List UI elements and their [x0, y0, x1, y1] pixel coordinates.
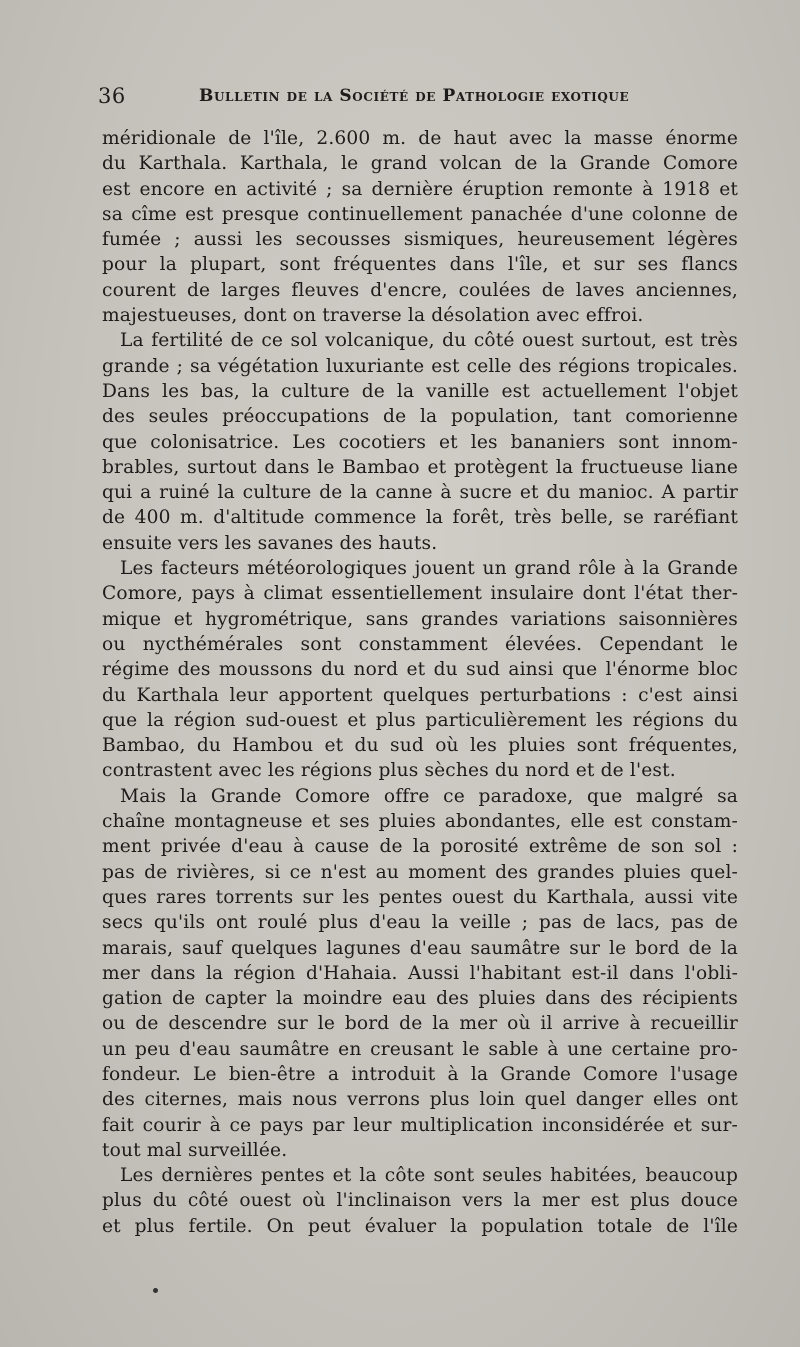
text-line: Bambao, du Hambou et du sud où les pluies sont fréquentes,	[102, 735, 738, 757]
text-line: pas de rivières, si ce n'est au moment des grandes pluies quel-	[102, 861, 738, 883]
text-line: ou de descendre sur le bord de la mer où il arrive à recueillir	[102, 1013, 738, 1035]
text-line: un peu d'eau saumâtre en creusant le sable à une certaine pro-	[102, 1038, 738, 1060]
text-line: ment privée d'eau à cause de la porosité extrême de son sol :	[102, 836, 738, 858]
text-line: La fertilité de ce sol volcanique, du côté ouest surtout, est très	[120, 330, 738, 352]
text-line: est encore en activité ; sa dernière éruption remonte à 1918 et	[102, 178, 738, 200]
text-line: Les facteurs météorologiques jouent un grand rôle à la Grande	[120, 558, 738, 580]
text-line: majestueuses, dont on traverse la désolation avec effroi.	[102, 305, 644, 327]
running-title: Bulletin de la Société de Pathologie exotique	[199, 86, 630, 106]
text-line: du Karthala. Karthala, le grand volcan de la Grande Comore	[102, 153, 738, 175]
text-line: qui a ruiné la culture de la canne à sucre et du manioc. A partir	[102, 482, 738, 504]
text-line: fumée ; aussi les secousses sismiques, heureusement légères	[102, 229, 738, 251]
text-line: brables, surtout dans le Bambao et protègent la fructueuse liane	[102, 456, 738, 478]
text-line: tout mal surveillée.	[102, 1139, 288, 1161]
text-line: secs qu'ils ont roulé plus d'eau la veille ; pas de lacs, pas de	[102, 912, 738, 934]
text-line: mique et hygrométrique, sans grandes variations saisonnières	[102, 608, 738, 630]
text-line: que colonisatrice. Les cocotiers et les bananiers sont innom-	[102, 431, 738, 453]
body-text	[102, 126, 738, 1239]
text-line: méridionale de l'île, 2.600 m. de haut avec la masse énorme	[102, 128, 738, 149]
text-line: plus du côté ouest où l'inclinaison vers la mer est plus douce	[102, 1190, 738, 1212]
text-line: chaîne montagneuse et ses pluies abondantes, elle est constam-	[102, 811, 738, 833]
text-line: sa cîme est presque continuellement panachée d'une colonne de	[102, 203, 738, 225]
text-line: ou nycthémérales sont constamment élevées. Cependant le	[102, 633, 738, 655]
text-line: ques rares torrents sur les pentes ouest du Karthala, aussi vite	[102, 886, 738, 908]
text-line: mer dans la région d'Hahaia. Aussi l'habitant est-il dans l'obli-	[102, 962, 738, 984]
text-line: Les dernières pentes et la côte sont seules habitées, beaucoup	[120, 1165, 738, 1187]
page-header	[98, 80, 738, 114]
text-line: fait courir à ce pays par leur multiplication inconsidérée et sur-	[102, 1114, 738, 1136]
text-line: gation de capter la moindre eau des pluies dans des récipients	[102, 988, 738, 1010]
text-line: ensuite vers les savanes des hauts.	[102, 532, 438, 554]
text-line: Mais la Grande Comore offre ce paradoxe, que malgré sa	[120, 785, 738, 807]
text-line: grande ; sa végétation luxuriante est celle des régions tropicales.	[102, 355, 738, 377]
text-line: régime des moussons du nord et du sud ainsi que l'énorme bloc	[102, 659, 738, 681]
text-line: que la région sud-ouest et plus particulièrement les régions du	[102, 709, 738, 731]
text-line: pour la plupart, sont fréquentes dans l'île, et sur ses flancs	[102, 254, 738, 276]
ink-speck	[153, 1288, 158, 1293]
text-line: du Karthala leur apportent quelques perturbations : c'est ainsi	[102, 684, 738, 706]
text-line: contrastent avec les régions plus sèches du nord et de l'est.	[102, 760, 676, 782]
text-line: des seules préoccupations de la population, tant comorienne	[102, 406, 738, 428]
text-line: Dans les bas, la culture de la vanille est actuellement l'objet	[102, 380, 738, 402]
text-line: marais, sauf quelques lagunes d'eau saumâtre sur le bord de la	[102, 937, 738, 959]
page-number: 36	[98, 84, 126, 108]
text-line: fondeur. Le bien-être a introduit à la Grande Comore l'usage	[102, 1063, 738, 1085]
text-line: des citernes, mais nous verrons plus loin quel danger elles ont	[102, 1089, 738, 1111]
text-line: Comore, pays à climat essentiellement insulaire dont l'état ther-	[102, 583, 738, 605]
text-line: de 400 m. d'altitude commence la forêt, très belle, se raréfiant	[102, 507, 738, 529]
text-line: et plus fertile. On peut évaluer la population totale de l'île	[102, 1215, 738, 1237]
text-line: courent de larges fleuves d'encre, coulées de laves anciennes,	[102, 279, 738, 301]
